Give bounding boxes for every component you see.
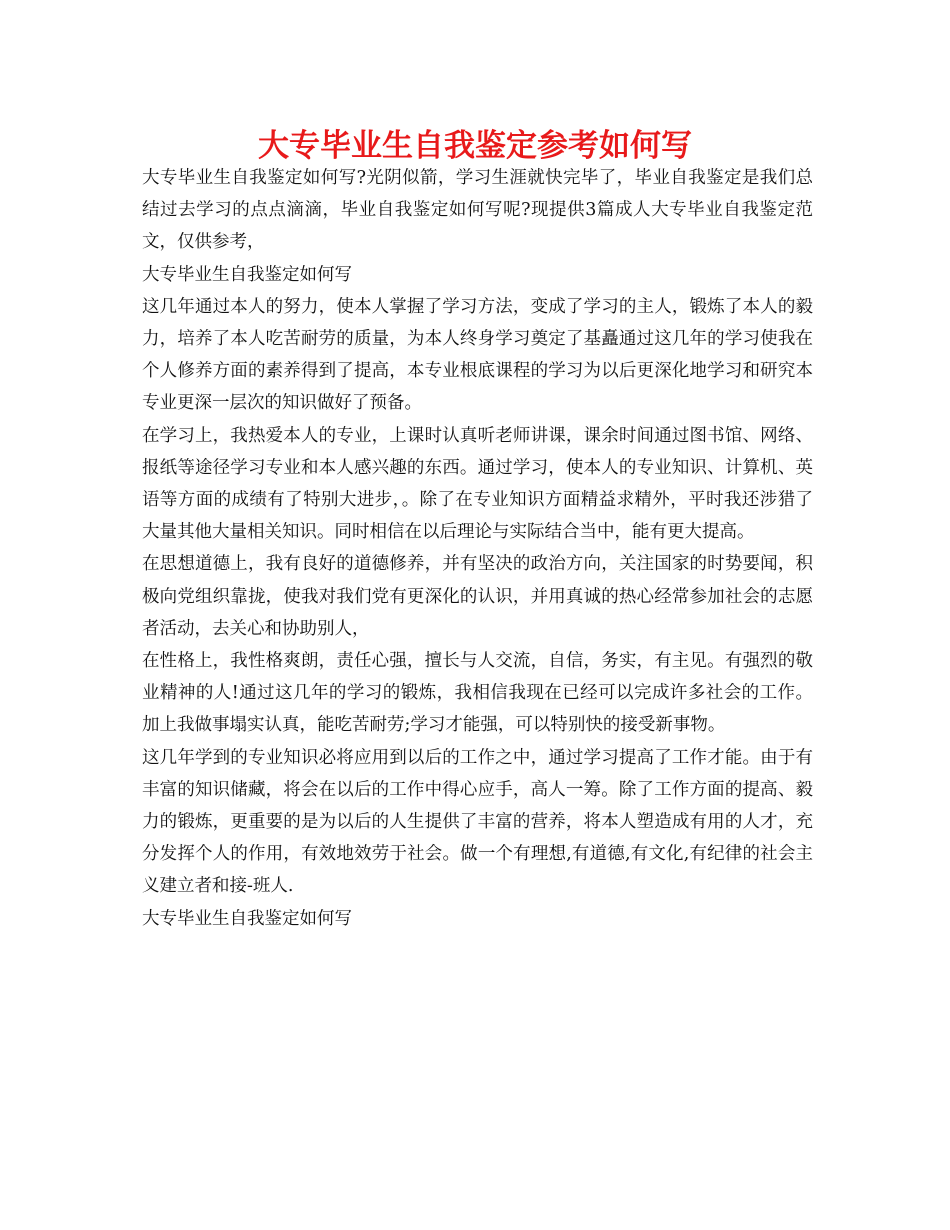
document-title: 大专毕业生自我鉴定参考如何写: [258, 128, 692, 164]
body-paragraph: 在思想道德上，我有良好的道德修养，并有坚决的政治方向，关注国家的时势要闻，积极向党组织靠拢，使我对我们党有更深化的认识，并用真诚的热心经常参加社会的志愿者活动，去关心和协助别人，: [142, 554, 813, 639]
section-heading: 大专毕业生自我鉴定如何写: [142, 264, 352, 285]
intro-paragraph: 大专毕业生自我鉴定如何写?光阴似箭，学习生涯就快完毕了，毕业自我鉴定是我们总结过去学习的点点滴滴，毕业自我鉴定如何写呢?现提供3篇成人大专毕业自我鉴定范文，仅供参考，: [142, 168, 813, 253]
body-paragraph: 在学习上，我热爱本人的专业，上课时认真听老师讲课，课余时间通过图书馆、网络、报纸等途径学习专业和本人感兴趣的东西。通过学习，使本人的专业知识、计算机、英语等方面的成绩有了特别大进步，。除了在专业知识方面精益求精外，平时我还涉猎了大量其他大量相关知识。同时相信在以后理论与实际结合当中，能有更大提高。: [142, 425, 813, 543]
body-paragraph: 这几年通过本人的努力，使本人掌握了学习方法，变成了学习的主人，锻炼了本人的毅力，培养了本人吃苦耐劳的质量，为本人终身学习奠定了基矗通过这几年的学习使我在个人修养方面的素养得到了提高，本专业根底课程的学习为以后更深化地学习和研究本专业更深一层次的知识做好了预备。: [142, 296, 813, 414]
body-paragraph: 在性格上，我性格爽朗，责任心强，擅长与人交流，自信，务实，有主见。有强烈的敬业精神的人!通过这几年的学习的锻炼，我相信我现在已经可以完成许多社会的工作。加上我做事塌实认真，能吃苦耐劳;学习才能强，可以特别快的接受新事物。: [142, 651, 813, 736]
document-body: [142, 162, 813, 935]
body-paragraph: 这几年学到的专业知识必将应用到以后的工作之中，通过学习提高了工作才能。由于有丰富的知识储藏，将会在以后的工作中得心应手，高人一筹。除了工作方面的提高、毅力的锻炼，更重要的是为以后的人生提供了丰富的营养，将本人塑造成有用的人才，充分发挥个人的作用，有效地效劳于社会。做一个有理想,有道德,有文化,有纪律的社会主义建立者和接-班人.: [142, 747, 813, 897]
section-heading: 大专毕业生自我鉴定如何写: [142, 908, 352, 929]
